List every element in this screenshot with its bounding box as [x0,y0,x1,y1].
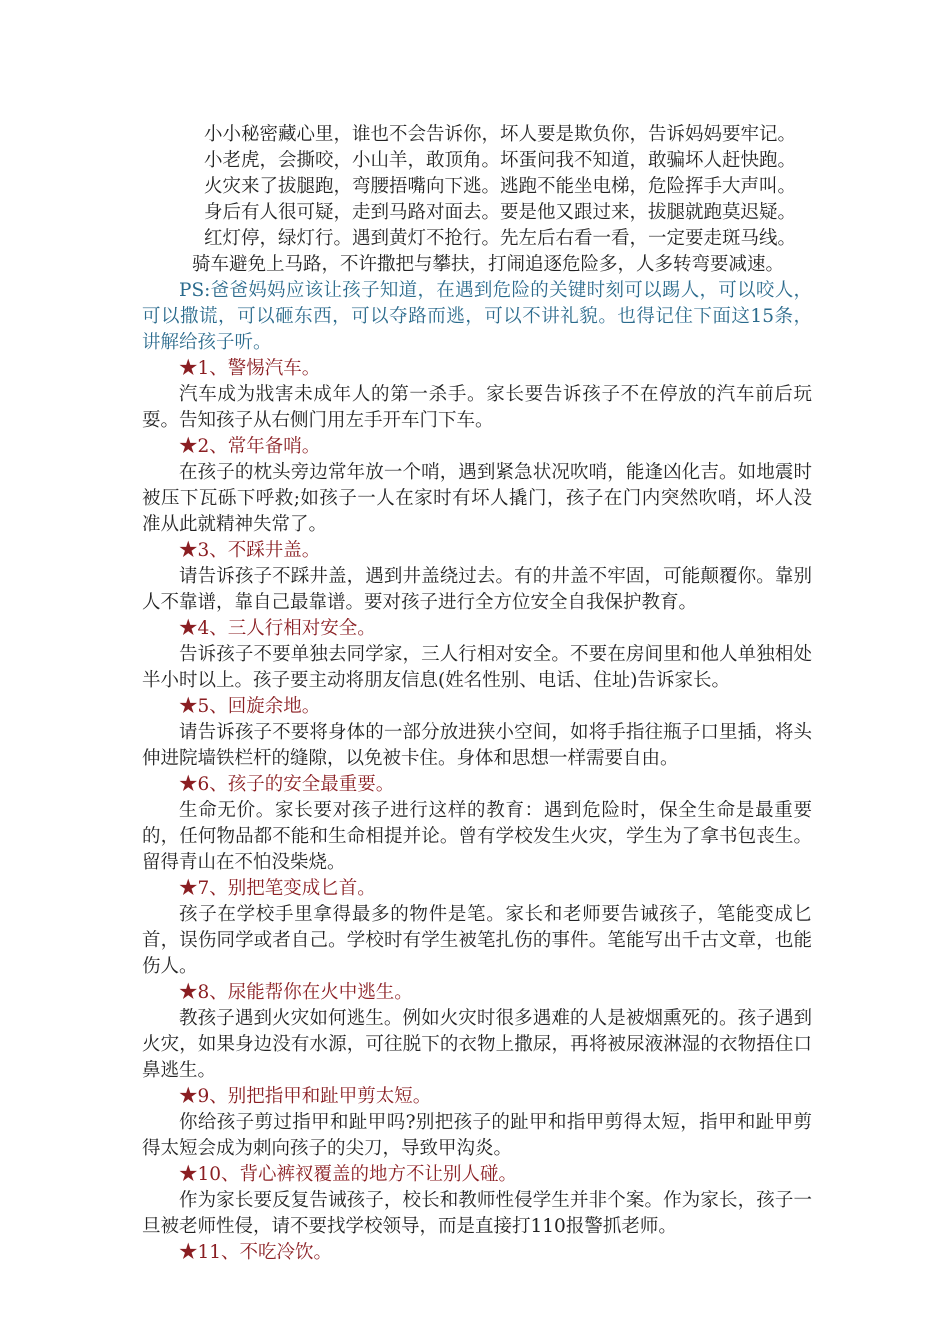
ps-note: PS:爸爸妈妈应该让孩子知道，在遇到危险的关键时刻可以踢人，可以咬人，可以撒谎，可以砸东西，可以夺路而逃，可以不讲礼貌。也得记住下面这15条，讲解给孩子听。 [142,280,812,353]
tip-body: 请告诉孩子不要将身体的一部分放进狭小空间，如将手指往瓶子口里插，将头伸进院墙铁栏杆的缝隙，以免被卡住。身体和思想一样需要自由。 [142,722,812,769]
tip-body: 你给孩子剪过指甲和趾甲吗?别把孩子的趾甲和指甲剪得太短，指甲和趾甲剪得太短会成为刺向孩子的尖刀，导致甲沟炎。 [142,1112,812,1159]
tip-body: 请告诉孩子不踩井盖，遇到井盖绕过去。有的井盖不牢固，可能颠覆你。靠别人不靠谱，靠自己最靠谱。要对孩子进行全方位安全自我保护教育。 [142,566,812,613]
rhyme-line: 身后有人很可疑，走到马路对面去。要是他又跟过来，拔腿就跑莫迟疑。 [204,202,797,223]
tip-heading: ★6、孩子的安全最重要。 [179,774,395,795]
tip-body: 告诉孩子不要单独去同学家，三人行相对安全。不要在房间里和他人单独相处半小时以上。孩子要主动将朋友信息(姓名性别、电话、住址)告诉家长。 [142,644,812,691]
tip-body: 教孩子遇到火灾如何逃生。例如火灾时很多遇难的人是被烟熏死的。孩子遇到火灾，如果身边没有水源，可往脱下的衣物上撒尿，再将被尿液淋湿的衣物捂住口鼻逃生。 [142,1008,812,1081]
tip-heading: ★9、别把指甲和趾甲剪太短。 [179,1086,432,1107]
rhyme-line: 骑车避免上马路，不许撒把与攀扶，打闹追逐危险多，人多转弯要减速。 [192,254,785,275]
tip-heading: ★1、警惕汽车。 [179,358,321,379]
rhyme-line: 红灯停，绿灯行。遇到黄灯不抢行。先左后右看一看，一定要走斑马线。 [204,228,797,249]
safety-tips-list [142,356,812,1266]
tip-body: 生命无价。家长要对孩子进行这样的教育：遇到危险时，保全生命是最重要的，任何物品都不能和生命相提并论。曾有学校发生火灾，学生为了拿书包丧生。留得青山在不怕没柴烧。 [142,800,812,873]
rhyme-line: 火灾来了拔腿跑，弯腰捂嘴向下逃。逃跑不能坐电梯，危险挥手大声叫。 [204,176,797,197]
tip-body: 在孩子的枕头旁边常年放一个哨，遇到紧急状况吹哨，能逢凶化吉。如地震时被压下瓦砾下呼救;如孩子一人在家时有坏人撬门，孩子在门内突然吹哨，坏人没准从此就精神失常了。 [142,462,812,535]
tip-heading: ★3、不踩井盖。 [179,540,321,561]
rhyme-line: 小老虎，会撕咬，小山羊，敢顶角。坏蛋问我不知道，敢骗坏人赶快跑。 [204,150,797,171]
tip-heading: ★7、别把笔变成匕首。 [179,878,376,899]
tip-heading: ★2、常年备哨。 [179,436,321,457]
tip-heading: ★4、三人行相对安全。 [179,618,376,639]
tip-heading: ★8、尿能帮你在火中逃生。 [179,982,413,1003]
tip-body: 汽车成为戕害未成年人的第一杀手。家长要告诉孩子不在停放的汽车前后玩耍。告知孩子从右侧门用左手开车门下车。 [142,384,812,431]
tip-heading: ★11、不吃冷饮。 [179,1242,333,1263]
tip-body: 孩子在学校手里拿得最多的物件是笔。家长和老师要告诫孩子，笔能变成匕首，误伤同学或者自己。学校时有学生被笔扎伤的事件。笔能写出千古文章，也能伤人。 [142,904,812,977]
tip-body: 作为家长要反复告诫孩子，校长和教师性侵学生并非个案。作为家长，孩子一旦被老师性侵，请不要找学校领导，而是直接打110报警抓老师。 [142,1190,812,1237]
tip-heading: ★5、回旋余地。 [179,696,321,717]
rhyme-line: 小小秘密藏心里，谁也不会告诉你，坏人要是欺负你，告诉妈妈要牢记。 [204,124,797,145]
safety-rhyme [142,122,812,278]
tip-heading: ★10、背心裤衩覆盖的地方不让别人碰。 [179,1164,518,1185]
